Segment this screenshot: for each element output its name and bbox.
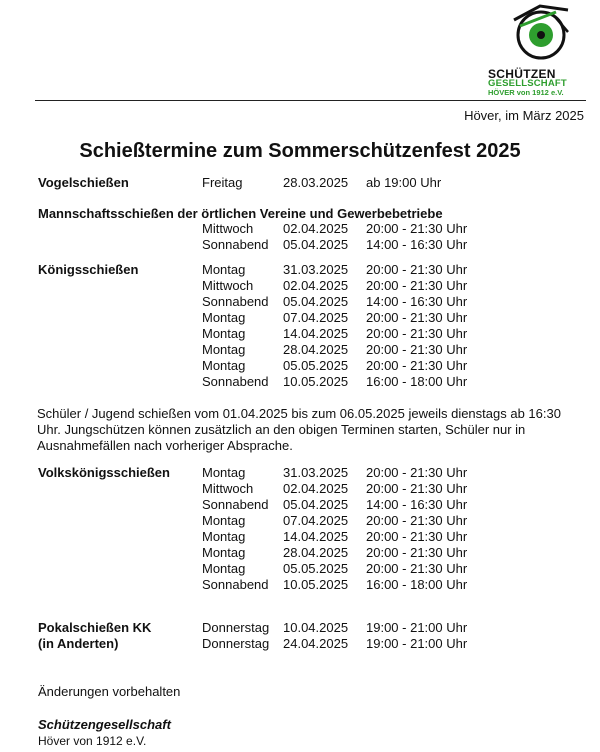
row-day: Montag xyxy=(202,358,246,373)
schedule-row xyxy=(0,620,600,636)
schedule-row xyxy=(0,358,600,374)
row-time: 20:00 - 21:30 Uhr xyxy=(366,545,468,560)
row-day: Sonnabend xyxy=(202,237,269,252)
row-time: 20:00 - 21:30 Uhr xyxy=(366,358,468,373)
footer-organization: Schützengesellschaft xyxy=(38,717,171,732)
row-date: 02.04.2025 xyxy=(283,278,349,293)
event-name-koenig: Königsschießen xyxy=(38,262,139,277)
schedule-row xyxy=(0,497,600,513)
schedule-row xyxy=(0,545,600,561)
row-date: 05.04.2025 xyxy=(283,237,349,252)
row-day: Montag xyxy=(202,262,246,277)
schedule-row xyxy=(0,481,600,497)
event-name-pokal: Pokalschießen KK xyxy=(38,620,152,635)
row-time: 20:00 - 21:30 Uhr xyxy=(366,561,468,576)
row-day: Montag xyxy=(202,529,246,544)
schedule-row xyxy=(0,529,600,545)
row-date: 05.04.2025 xyxy=(283,294,349,309)
event-name-volks: Volkskönigsschießen xyxy=(38,465,170,480)
row-day: Mittwoch xyxy=(202,481,254,496)
row-day: Montag xyxy=(202,561,246,576)
youth-note: Schüler / Jugend schießen vom 01.04.2025 bis zum 06.05.2025 jeweils dienstags ab 16:30 Uhr. Jungschützen können zusätzlich an den obigen Terminen starten, Schüler nur in Ausnahmefällen nach vorheriger Absprache. xyxy=(37,406,561,453)
place-date: Höver, im März 2025 xyxy=(464,108,584,123)
schedule-row xyxy=(0,310,600,326)
row-time: 19:00 - 21:00 Uhr xyxy=(366,636,468,651)
header-divider xyxy=(35,100,586,101)
schedule-row xyxy=(0,561,600,577)
schedule-row xyxy=(0,278,600,294)
row-day: Donnerstag xyxy=(202,636,270,651)
row-day: Mittwoch xyxy=(202,278,254,293)
logo-line-1: SCHÜTZEN xyxy=(488,67,556,81)
row-time: 16:00 - 18:00 Uhr xyxy=(366,577,468,592)
row-time: 20:00 - 21:30 Uhr xyxy=(366,513,468,528)
row-day: Montag xyxy=(202,513,246,528)
row-date: 05.05.2025 xyxy=(283,358,349,373)
row-date: 14.04.2025 xyxy=(283,326,349,341)
row-date: 24.04.2025 xyxy=(283,636,349,651)
row-time: 14:00 - 16:30 Uhr xyxy=(366,294,468,309)
row-day: Montag xyxy=(202,545,246,560)
page-title: Schießtermine zum Sommerschützenfest 2025 xyxy=(79,140,521,162)
event-name-mannschaft: Mannschaftsschießen der örtlichen Vereine und Gewerbebetriebe xyxy=(38,206,443,221)
row-date: 31.03.2025 xyxy=(283,465,349,480)
row-time: 14:00 - 16:30 Uhr xyxy=(366,497,468,512)
row-time: ab 19:00 Uhr xyxy=(366,175,442,190)
row-date: 28.03.2025 xyxy=(283,175,349,190)
row-day: Montag xyxy=(202,465,246,480)
event-location-pokal: (in Anderten) xyxy=(38,636,119,651)
logo-line-3: HÖVER von 1912 e.V. xyxy=(488,88,564,97)
row-day: Montag xyxy=(202,326,246,341)
schedule-row xyxy=(0,175,600,191)
club-logo xyxy=(478,2,588,98)
row-time: 20:00 - 21:30 Uhr xyxy=(366,326,468,341)
schedule-row xyxy=(0,577,600,593)
row-day: Sonnabend xyxy=(202,374,269,389)
target-icon xyxy=(510,2,570,62)
row-time: 20:00 - 21:30 Uhr xyxy=(366,310,468,325)
row-day: Sonnabend xyxy=(202,577,269,592)
row-date: 28.04.2025 xyxy=(283,545,349,560)
schedule-row xyxy=(0,262,600,278)
row-date: 28.04.2025 xyxy=(283,342,349,357)
changes-reserved-note: Änderungen vorbehalten xyxy=(38,684,181,699)
row-time: 20:00 - 21:30 Uhr xyxy=(366,221,468,236)
schedule-row xyxy=(0,513,600,529)
row-day: Mittwoch xyxy=(202,221,254,236)
row-day: Sonnabend xyxy=(202,294,269,309)
schedule-row xyxy=(0,221,600,237)
row-time: 20:00 - 21:30 Uhr xyxy=(366,262,468,277)
schedule-row xyxy=(0,342,600,358)
row-day: Montag xyxy=(202,310,246,325)
schedule-row xyxy=(0,326,600,342)
footer-subtitle: Höver von 1912 e.V. xyxy=(38,734,147,748)
row-day: Freitag xyxy=(202,175,243,190)
event-name-vogel: Vogelschießen xyxy=(38,175,129,190)
schedule-row xyxy=(0,237,600,253)
row-date: 10.04.2025 xyxy=(283,620,349,635)
row-date: 05.04.2025 xyxy=(283,497,349,512)
row-day: Montag xyxy=(202,342,246,357)
row-time: 19:00 - 21:00 Uhr xyxy=(366,620,468,635)
row-time: 20:00 - 21:30 Uhr xyxy=(366,278,468,293)
row-date: 10.05.2025 xyxy=(283,577,349,592)
row-date: 14.04.2025 xyxy=(283,529,349,544)
row-date: 02.04.2025 xyxy=(283,481,349,496)
row-time: 20:00 - 21:30 Uhr xyxy=(366,481,468,496)
schedule-row xyxy=(0,294,600,310)
logo-line-2: GESELLSCHAFT xyxy=(488,78,567,89)
schedule-row xyxy=(0,465,600,481)
row-time: 20:00 - 21:30 Uhr xyxy=(366,529,468,544)
row-day: Donnerstag xyxy=(202,620,270,635)
schedule-row xyxy=(0,636,600,652)
schedule-row xyxy=(0,374,600,390)
row-date: 07.04.2025 xyxy=(283,310,349,325)
row-date: 05.05.2025 xyxy=(283,561,349,576)
row-time: 14:00 - 16:30 Uhr xyxy=(366,237,468,252)
row-time: 16:00 - 18:00 Uhr xyxy=(366,374,468,389)
row-date: 31.03.2025 xyxy=(283,262,349,277)
row-time: 20:00 - 21:30 Uhr xyxy=(366,342,468,357)
row-date: 02.04.2025 xyxy=(283,221,349,236)
row-date: 07.04.2025 xyxy=(283,513,349,528)
row-day: Sonnabend xyxy=(202,497,269,512)
row-date: 10.05.2025 xyxy=(283,374,349,389)
row-time: 20:00 - 21:30 Uhr xyxy=(366,465,468,480)
